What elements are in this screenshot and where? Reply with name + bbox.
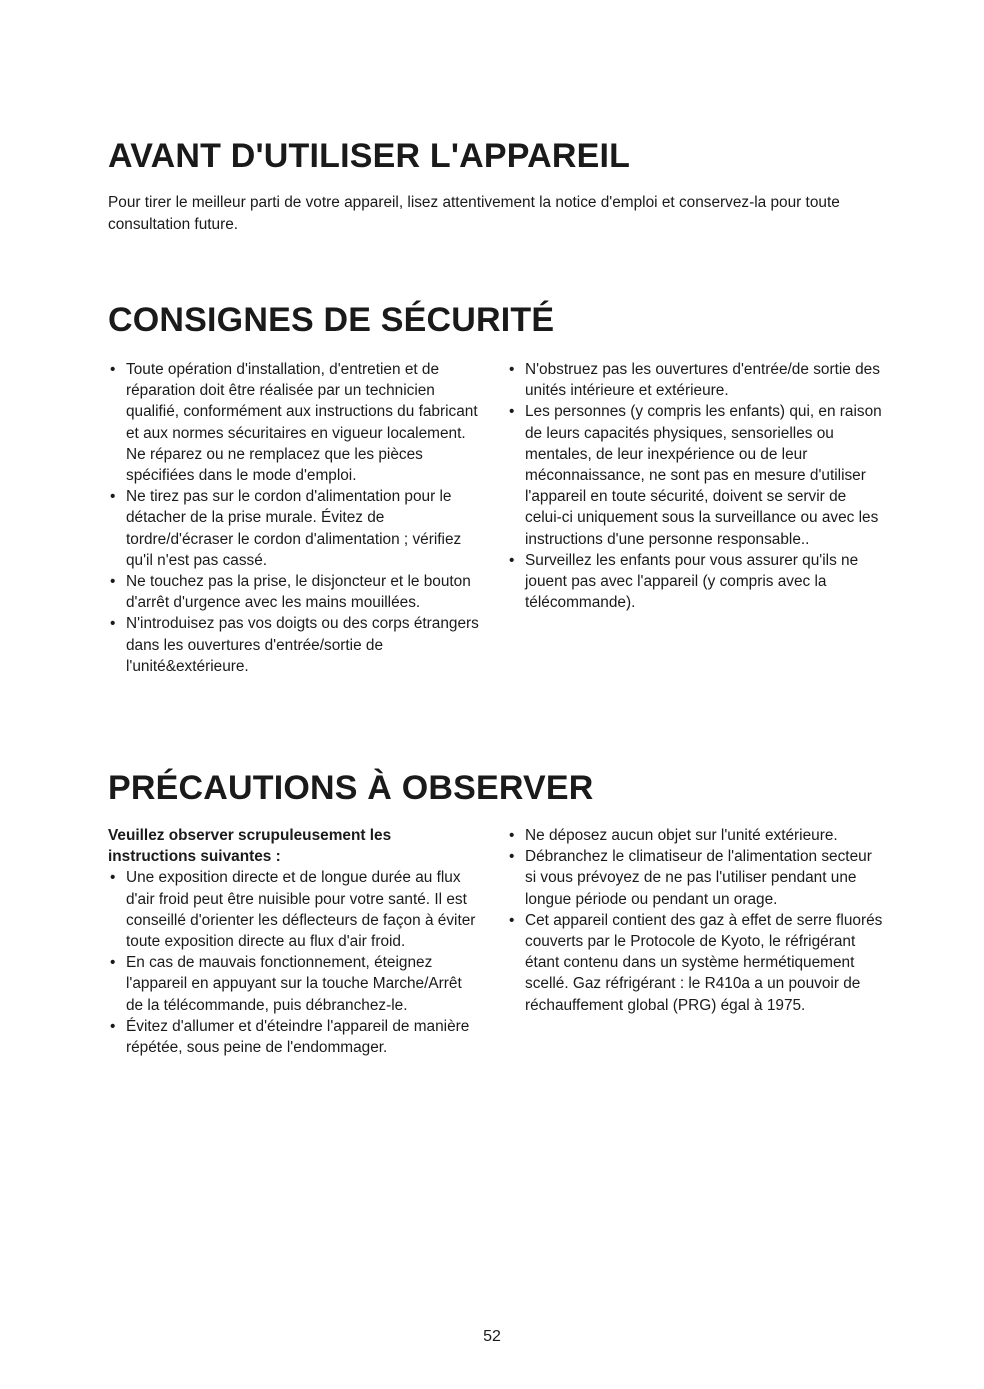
list-item: • Ne touchez pas la prise, le disjoncteur et le bouton d'arrêt d'urgence avec les mains mouillées. <box>108 571 480 613</box>
list-item: • N'obstruez pas les ouvertures d'entrée/de sortie des unités intérieure et extérieure. <box>507 359 887 401</box>
page-number: 52 <box>483 1328 501 1345</box>
consignes-left-column <box>108 359 480 677</box>
list-item: • Évitez d'allumer et d'éteindre l'appareil de manière répétée, sous peine de l'endommager. <box>108 1016 480 1058</box>
list-item: • Ne déposez aucun objet sur l'unité extérieure. <box>507 825 887 846</box>
list-item: • Cet appareil contient des gaz à effet de serre fluorés couverts par le Protocole de Kyoto, le réfrigérant étant contenu dans un système hermétiquement scellé. Gaz réfrigérant : le R410a a un pouvoir de réchauffement global (PRG) égal à 1975. <box>507 910 887 1016</box>
precautions-left-column <box>108 825 480 1058</box>
consignes-right-list <box>507 359 887 613</box>
consignes-right-column <box>507 359 887 613</box>
list-item: • N'introduisez pas vos doigts ou des corps étrangers dans les ouvertures d'entrée/sortie de l'unité&extérieure. <box>108 613 480 677</box>
list-item: • Ne tirez pas sur le cordon d'alimentation pour le détacher de la prise murale. Évitez de tordre/d'écraser le cordon d'alimentation ; vérifiez qu'il n'est pas cassé. <box>108 486 480 571</box>
section-title-avant: AVANT D'UTILISER L'APPAREIL <box>108 137 631 175</box>
precautions-right-column <box>507 825 887 1016</box>
intro-paragraph: Pour tirer le meilleur parti de votre appareil, lisez attentivement la notice d'emploi et conservez-la pour toute consultation future. <box>108 194 840 233</box>
precautions-left-list <box>108 867 480 1058</box>
document-page <box>108 0 883 1389</box>
list-item: • En cas de mauvais fonctionnement, éteignez l'appareil en appuyant sur la touche Marche/Arrêt de la télécommande, puis débranchez-le. <box>108 952 480 1016</box>
list-item: • Une exposition directe et de longue durée au flux d'air froid peut être nuisible pour votre santé. Il est conseillé d'orienter les déflecteurs de façon à éviter toute exposition directe au flux d'air froid. <box>108 867 480 952</box>
list-item: • Débranchez le climatiseur de l'alimentation secteur si vous prévoyez de ne pas l'utiliser pendant une longue période ou pendant un orage. <box>507 846 887 910</box>
list-item: • Surveillez les enfants pour vous assurer qu'ils ne jouent pas avec l'appareil (y compris avec la télécommande). <box>507 550 887 614</box>
precautions-right-list <box>507 825 887 1016</box>
section-title-precautions: PRÉCAUTIONS À OBSERVER <box>108 769 594 807</box>
list-item: • Toute opération d'installation, d'entretien et de réparation doit être réalisée par un technicien qualifié, conformément aux instructions du fabricant et aux normes sécuritaires en vigueur localement. Ne réparez ou ne remplacez que les pièces spécifiées dans le mode d'emploi. <box>108 359 480 486</box>
section-title-consignes: CONSIGNES DE SÉCURITÉ <box>108 301 555 339</box>
precautions-lead: Veuillez observer scrupuleusement les instructions suivantes : <box>108 827 392 866</box>
list-item: • Les personnes (y compris les enfants) qui, en raison de leurs capacités physiques, sensorielles ou mentales, de leur inexpérience ou de leur méconnaissance, ne sont pas en mesure d'utiliser l'appareil en toute sécurité, doivent se servir de celui-ci uniquement sous la surveillance ou avec les instructions d'une personne responsable.. <box>507 401 887 549</box>
consignes-left-list <box>108 359 480 677</box>
